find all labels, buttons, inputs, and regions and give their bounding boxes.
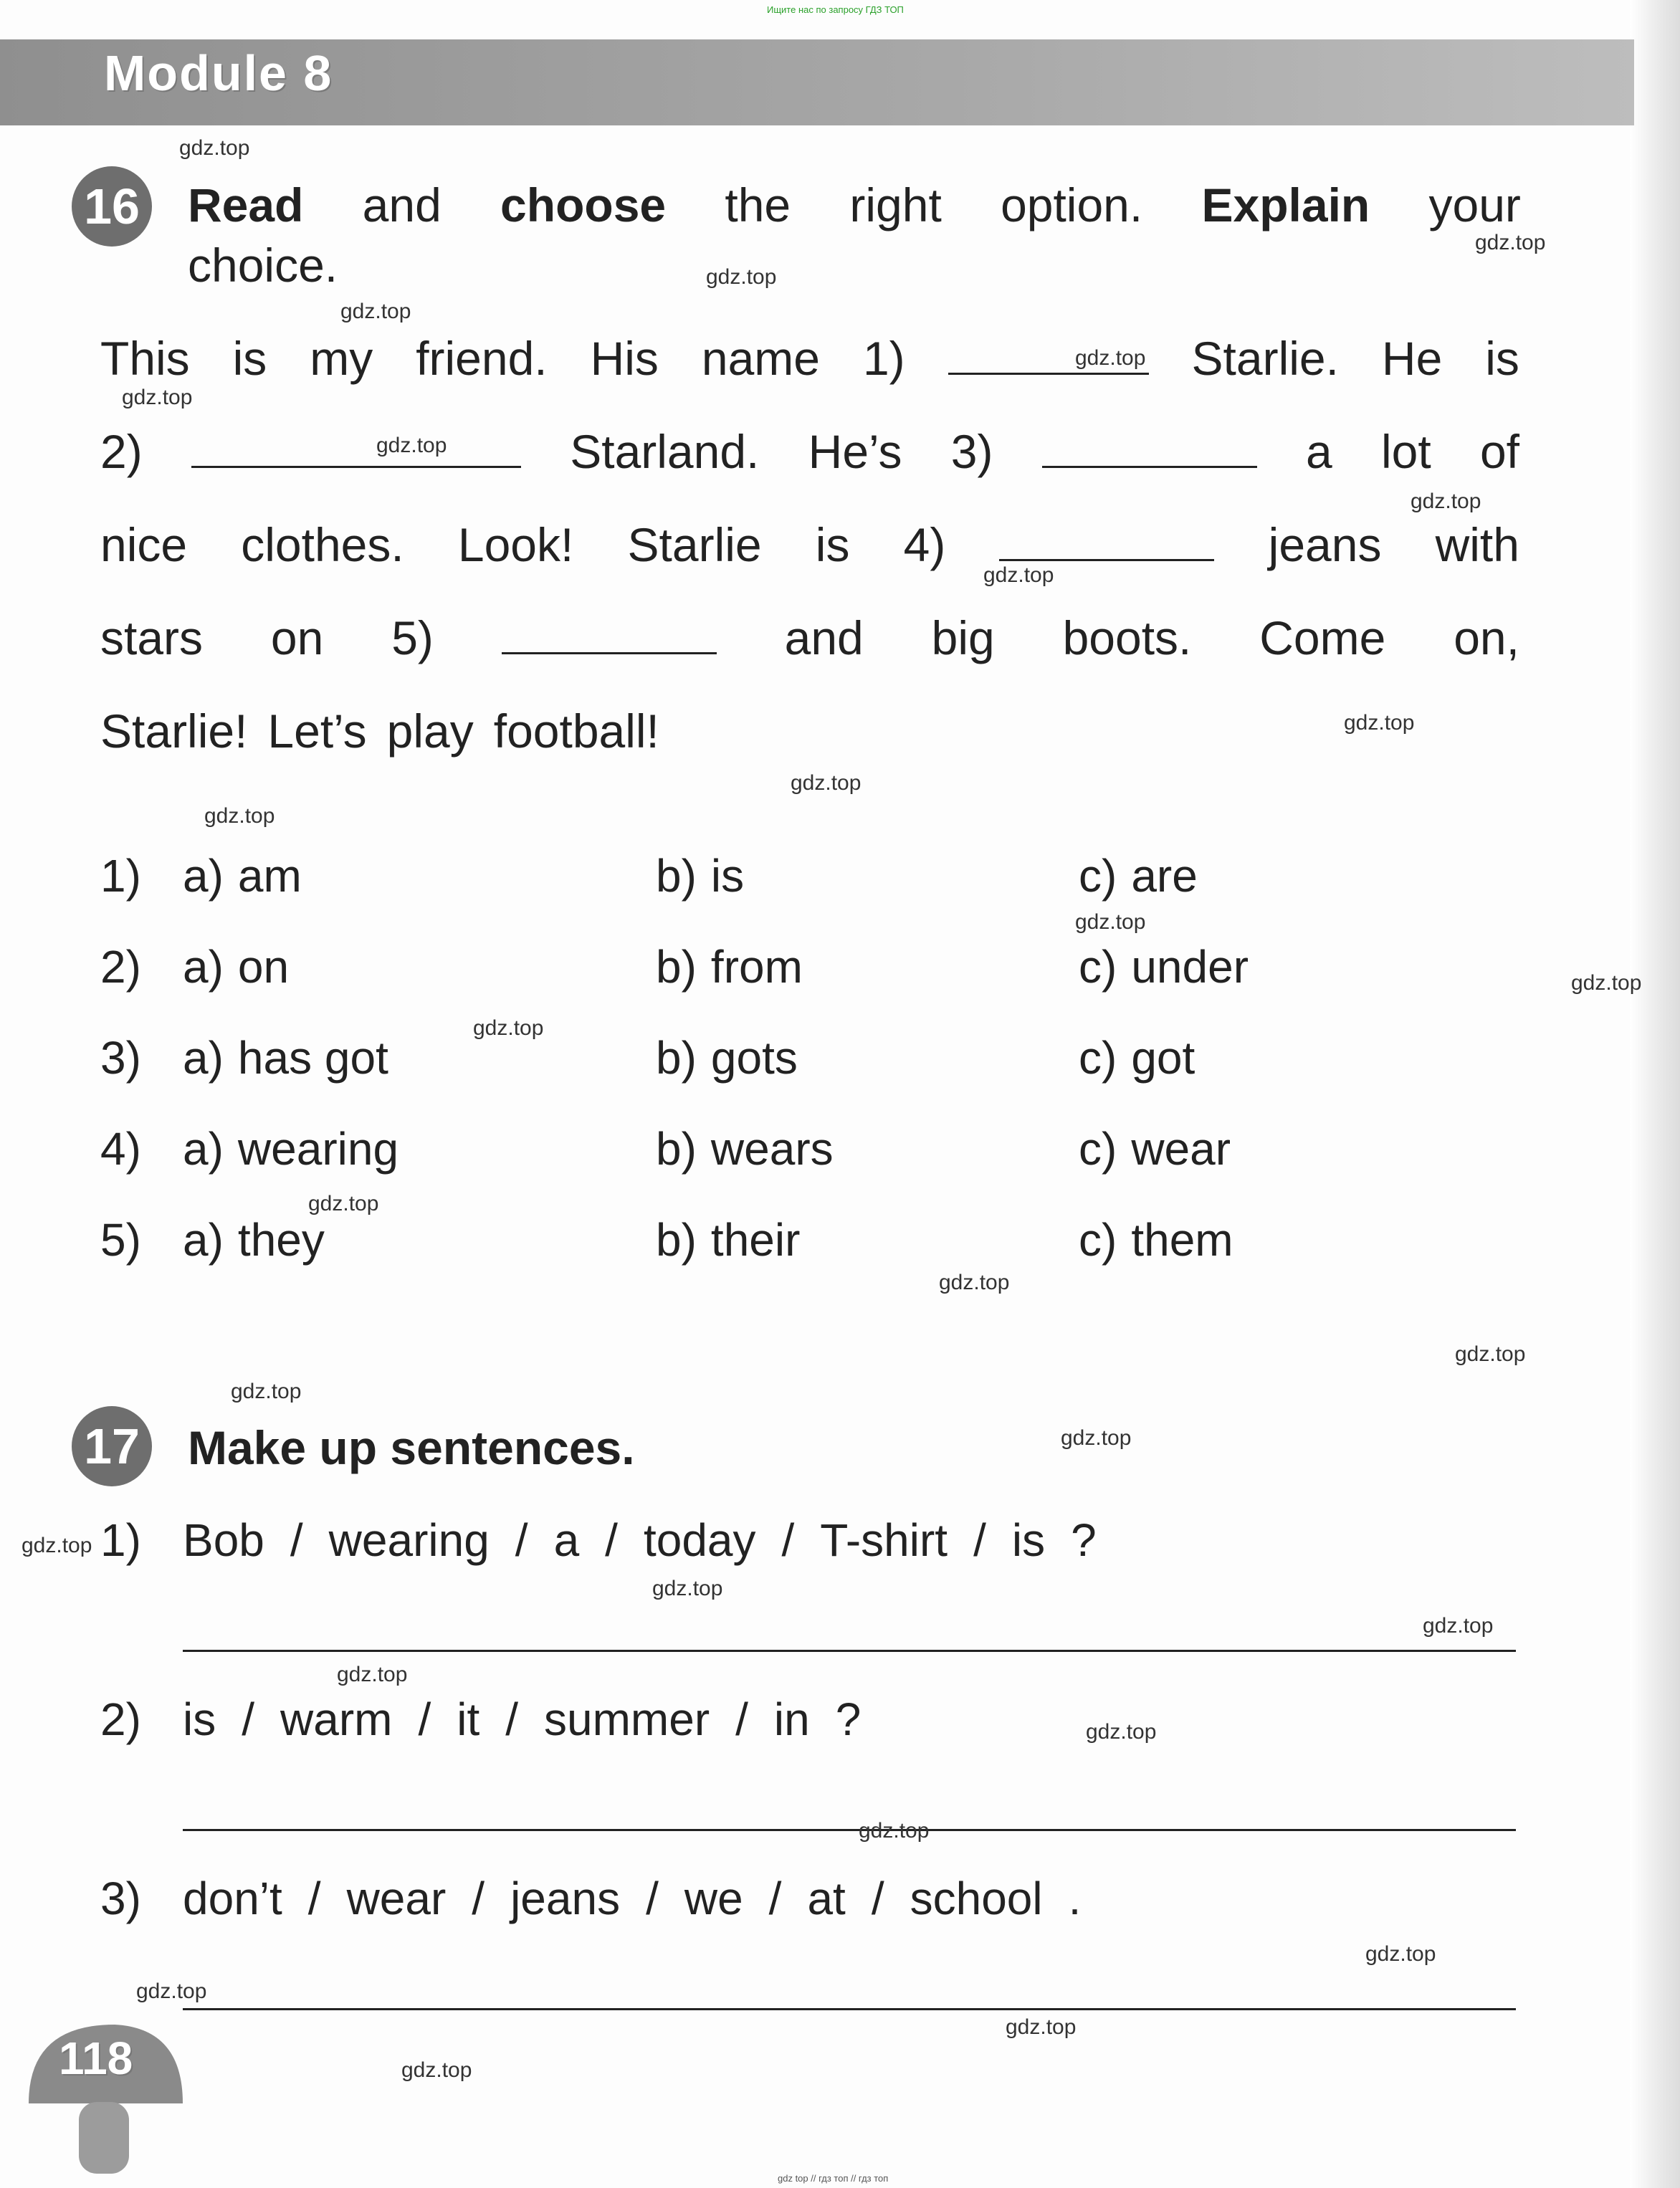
option-text: their [710, 1214, 801, 1266]
sentence-item [100, 1872, 1519, 1925]
option-letter: a) [183, 850, 224, 902]
top-note: Ищите нас по запросу ГДЗ ТОП [767, 4, 904, 15]
watermark-text: gdz.top [1061, 1426, 1132, 1450]
sentence-word: is [183, 1693, 216, 1745]
text-word: Let’s [267, 704, 367, 758]
option-a[interactable] [183, 1122, 398, 1175]
instruction-the: the [725, 178, 791, 231]
page-edge-shadow [1630, 0, 1680, 2188]
instruction-read: Read [188, 178, 304, 231]
sentence-word: don’t [183, 1873, 282, 1924]
option-letter: b) [656, 941, 697, 993]
sentence-word: a [553, 1514, 580, 1566]
sentence-word: school [910, 1873, 1043, 1924]
answer-blank[interactable] [191, 459, 521, 468]
text-word: clothes. [241, 518, 404, 571]
sentence-word: wear [346, 1873, 447, 1924]
text-word: Come [1259, 611, 1386, 664]
sentence-word: / [646, 1873, 659, 1924]
watermark-text: gdz.top [652, 1577, 723, 1600]
page-number: 118 [59, 2032, 133, 2084]
option-a[interactable] [183, 940, 289, 993]
watermark-text: gdz.top [791, 771, 862, 795]
option-text: under [1131, 941, 1249, 993]
answer-line-3[interactable] [183, 2008, 1516, 2010]
sentence-item [100, 1514, 1519, 1567]
text-word: 2) [100, 425, 143, 478]
option-a[interactable] [183, 1031, 388, 1084]
option-c[interactable] [1079, 1122, 1231, 1175]
sentence-number: 3) [100, 1873, 141, 1924]
option-letter: b) [656, 1214, 697, 1266]
option-letter: b) [656, 1032, 697, 1084]
watermark-text: gdz.top [1423, 1614, 1494, 1638]
option-number: 3) [100, 1032, 141, 1084]
sentence-word: today [643, 1514, 756, 1566]
sentence-item [100, 1693, 1519, 1746]
sentence-word: / [307, 1873, 321, 1924]
watermark-text: gdz.top [1475, 231, 1546, 254]
text-word: big [931, 611, 995, 664]
text-word: my [310, 332, 373, 385]
sentence-word: we [684, 1873, 743, 1924]
instruction-choose: choose [500, 178, 667, 231]
text-word: friend. [416, 332, 548, 385]
option-b[interactable] [656, 849, 744, 902]
watermark-text: gdz.top [706, 265, 777, 289]
sentence-word: ? [835, 1693, 862, 1745]
option-letter: a) [183, 941, 224, 993]
option-text: has got [237, 1032, 388, 1084]
instruction-option: option. [1001, 178, 1143, 231]
footer-note: gdz top // гдз топ // гдз топ [778, 2173, 889, 2184]
watermark-text: gdz.top [22, 1534, 92, 1557]
exercise-16-instruction-line2: choice. [188, 239, 338, 292]
text-word: lot [1380, 425, 1431, 478]
option-text: are [1131, 850, 1198, 902]
watermark-text: gdz.top [1571, 971, 1642, 995]
watermark-text: gdz.top [1455, 1342, 1526, 1366]
text-word: Starlie. [1191, 332, 1339, 385]
option-letter: c) [1079, 850, 1117, 902]
option-letter: a) [183, 1032, 224, 1084]
text-word: 4) [903, 518, 946, 571]
text-word: Look! [457, 518, 574, 571]
option-letter: c) [1079, 941, 1117, 993]
option-text: wearing [237, 1123, 399, 1175]
sentence-word: / [515, 1514, 528, 1566]
watermark-text: gdz.top [308, 1192, 379, 1215]
option-c[interactable] [1079, 849, 1198, 902]
sentence-word: is [1011, 1514, 1046, 1566]
option-letter: c) [1079, 1214, 1117, 1266]
sentence-word: summer [544, 1693, 710, 1745]
text-word: is [232, 332, 267, 385]
watermark-text: gdz.top [473, 1016, 544, 1040]
text-line [100, 331, 1519, 386]
option-letter: c) [1079, 1032, 1117, 1084]
watermark-text: gdz.top [337, 1663, 408, 1686]
option-letter: c) [1079, 1123, 1117, 1175]
sentence-word: / [973, 1514, 986, 1566]
option-text: wear [1131, 1123, 1231, 1175]
answer-blank[interactable] [502, 645, 717, 654]
option-letter: b) [656, 850, 697, 902]
text-word: stars [100, 611, 204, 664]
watermark-text: gdz.top [122, 386, 193, 409]
watermark-text: gdz.top [204, 804, 275, 828]
exercise-16-badge: 16 [72, 166, 152, 247]
watermark-text: gdz.top [1006, 2015, 1077, 2039]
text-line [100, 704, 1519, 758]
option-c[interactable] [1079, 940, 1249, 993]
text-word: play [386, 704, 474, 758]
option-b[interactable] [656, 1213, 800, 1266]
answer-blank[interactable] [1042, 459, 1257, 468]
text-word: nice [100, 518, 188, 571]
option-text: on [237, 941, 290, 993]
sentence-word: ? [1071, 1514, 1097, 1566]
option-text: wears [710, 1123, 834, 1175]
option-text: them [1131, 1214, 1233, 1266]
watermark-text: gdz.top [1075, 910, 1146, 934]
watermark-text: gdz.top [1086, 1720, 1157, 1744]
answer-line-2[interactable] [183, 1829, 1516, 1831]
text-word: Starland. [570, 425, 760, 478]
exercise-17-instruction: Make up sentences. [188, 1421, 635, 1474]
sentence-word: / [242, 1693, 254, 1745]
option-number: 2) [100, 941, 141, 993]
text-word: boots. [1062, 611, 1192, 664]
sentence-word: . [1068, 1873, 1082, 1924]
sentence-word: / [290, 1514, 303, 1566]
option-text: am [237, 850, 302, 902]
sentence-word: / [418, 1693, 431, 1745]
answer-blank[interactable] [999, 552, 1214, 561]
text-word: a [1305, 425, 1332, 478]
answer-line-1[interactable] [183, 1650, 1516, 1652]
instruction-your: your [1428, 178, 1521, 231]
option-a[interactable] [183, 849, 302, 902]
sentence-word: / [605, 1514, 618, 1566]
instruction-explain: Explain [1201, 178, 1370, 231]
watermark-text: gdz.top [983, 563, 1054, 587]
text-word: 3) [950, 425, 993, 478]
text-word: football! [493, 704, 659, 758]
sentence-word: wearing [328, 1514, 490, 1566]
option-b[interactable] [656, 940, 803, 993]
option-text: got [1131, 1032, 1195, 1084]
text-line [100, 424, 1519, 479]
option-letter: a) [183, 1214, 224, 1266]
sentence-word: it [457, 1693, 480, 1745]
text-word: jeans [1268, 518, 1382, 571]
option-number: 4) [100, 1123, 141, 1175]
text-word: His [590, 332, 659, 385]
text-line [100, 611, 1519, 665]
text-word: is [1485, 332, 1519, 385]
text-word: 1) [862, 332, 905, 385]
sentence-word: / [735, 1693, 748, 1745]
watermark-text: gdz.top [340, 300, 411, 323]
sentence-word: jeans [510, 1873, 621, 1924]
option-text: gots [710, 1032, 798, 1084]
text-word: He’s [808, 425, 902, 478]
sentence-word: T-shirt [820, 1514, 948, 1566]
option-text: from [710, 941, 803, 993]
text-word: on, [1454, 611, 1519, 664]
sentence-number: 2) [100, 1693, 141, 1745]
exercise-16-instruction [188, 178, 1521, 232]
watermark-text: gdz.top [939, 1271, 1010, 1294]
text-word: and [784, 611, 864, 664]
option-b[interactable] [656, 1031, 798, 1084]
exercise-17-badge: 17 [72, 1406, 152, 1486]
text-word: He [1381, 332, 1443, 385]
sentence-word: / [871, 1873, 884, 1924]
sentence-word: / [768, 1873, 782, 1924]
option-a[interactable] [183, 1213, 325, 1266]
watermark-text: gdz.top [1344, 711, 1415, 735]
sentence-word: in [773, 1693, 810, 1745]
watermark-text: gdz.top [859, 1819, 930, 1843]
watermark-text: gdz.top [401, 2058, 472, 2082]
sentence-word: warm [280, 1693, 393, 1745]
option-text: is [710, 850, 745, 902]
watermark-text: gdz.top [1411, 489, 1481, 513]
sentence-word: at [807, 1873, 846, 1924]
instruction-and: and [362, 178, 442, 231]
watermark-text: gdz.top [1365, 1942, 1436, 1966]
sentence-word: / [505, 1693, 518, 1745]
text-word: of [1479, 425, 1519, 478]
text-word: with [1435, 518, 1519, 571]
option-letter: a) [183, 1123, 224, 1175]
text-word: 5) [391, 611, 434, 664]
option-number: 5) [100, 1214, 141, 1266]
option-c[interactable] [1079, 1031, 1195, 1084]
text-word: on [270, 611, 324, 664]
sentence-number: 1) [100, 1514, 141, 1566]
text-word: Starlie [627, 518, 762, 571]
text-word: This [100, 332, 190, 385]
watermark-text: gdz.top [179, 136, 250, 160]
instruction-right: right [849, 178, 942, 231]
option-c[interactable] [1079, 1213, 1233, 1266]
option-b[interactable] [656, 1122, 834, 1175]
sentence-word: / [781, 1514, 795, 1566]
watermark-text: gdz.top [376, 434, 447, 457]
sentence-word: Bob [183, 1514, 264, 1566]
text-word: is [815, 518, 850, 571]
text-word: name [701, 332, 820, 385]
watermark-text: gdz.top [231, 1380, 302, 1403]
watermark-text: gdz.top [1075, 346, 1146, 370]
watermark-text: gdz.top [136, 1979, 207, 2003]
option-text: they [237, 1214, 325, 1266]
text-line [100, 517, 1519, 572]
option-number: 1) [100, 850, 141, 902]
text-word: Starlie! [100, 704, 248, 758]
sentence-word: / [472, 1873, 485, 1924]
option-letter: b) [656, 1123, 697, 1175]
module-title: Module 8 [104, 45, 333, 101]
